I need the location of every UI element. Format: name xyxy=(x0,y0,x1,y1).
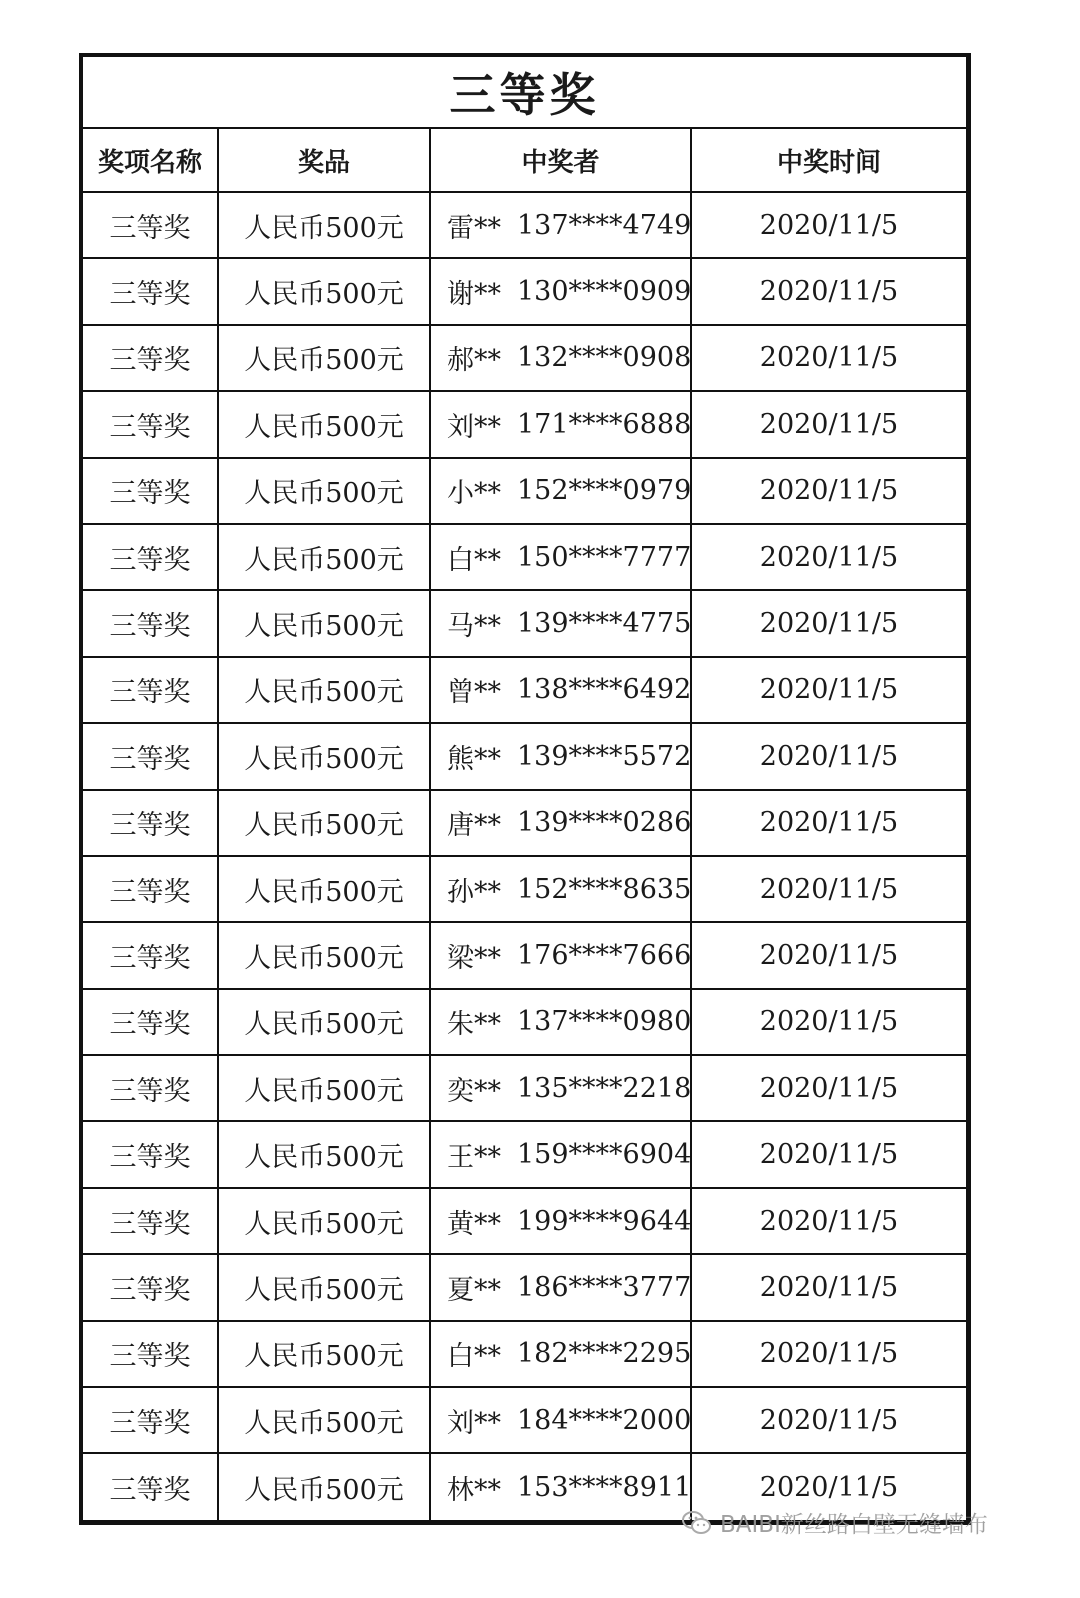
win-date-cell: 2020/11/5 xyxy=(759,276,899,308)
winner-cell xyxy=(431,857,692,921)
table-row xyxy=(83,1189,966,1255)
prize-cell: 人民币500元 xyxy=(219,923,431,987)
award-name-cell: 三等奖 xyxy=(83,525,219,589)
win-date-cell: 2020/11/5 xyxy=(759,873,899,905)
table-row xyxy=(83,791,966,857)
prize-cell: 人民币500元 xyxy=(219,1454,431,1520)
table-row xyxy=(83,525,966,591)
prize-cell: 人民币500元 xyxy=(219,525,431,589)
prize-cell: 人民币500元 xyxy=(219,459,431,523)
winner-name: 黄** xyxy=(447,1208,501,1240)
table-row xyxy=(83,857,966,923)
winner-phone: 176****7666 xyxy=(517,939,692,971)
winner-phone: 139****4775 xyxy=(517,608,692,640)
win-date-cell: 2020/11/5 xyxy=(759,939,899,971)
winner-phone: 137****4749 xyxy=(517,209,692,241)
award-name-cell: 三等奖 xyxy=(83,591,219,655)
win-date-cell: 2020/11/5 xyxy=(759,807,899,839)
award-name-cell: 三等奖 xyxy=(83,1255,219,1319)
table-row xyxy=(83,193,966,259)
win-date-cell: 2020/11/5 xyxy=(759,608,899,640)
table-row xyxy=(83,1056,966,1122)
win-date-cell: 2020/11/5 xyxy=(759,408,899,440)
win-date-cell: 2020/11/5 xyxy=(759,1205,899,1237)
header-prize: 奖品 xyxy=(219,129,431,191)
winner-cell xyxy=(431,791,692,855)
winner-cell xyxy=(431,193,692,257)
winner-cell xyxy=(431,1322,692,1386)
prize-cell: 人民币500元 xyxy=(219,990,431,1054)
win-date-cell: 2020/11/5 xyxy=(759,475,899,507)
prize-cell: 人民币500元 xyxy=(219,1122,431,1186)
table-row xyxy=(83,1122,966,1188)
award-name-cell: 三等奖 xyxy=(83,658,219,722)
prize-cell: 人民币500元 xyxy=(219,658,431,722)
header-award-name: 奖项名称 xyxy=(83,129,219,191)
win-date-cell: 2020/11/5 xyxy=(759,674,899,706)
award-name-cell: 三等奖 xyxy=(83,259,219,323)
wechat-icon xyxy=(682,1510,712,1536)
winners-table xyxy=(79,53,971,1525)
winner-name: 雷** xyxy=(447,212,501,244)
winner-name: 郝** xyxy=(447,345,501,377)
win-date-cell: 2020/11/5 xyxy=(759,342,899,374)
table-row xyxy=(83,658,966,724)
winner-name: 林** xyxy=(447,1475,501,1507)
table-header-row xyxy=(83,129,966,193)
watermark xyxy=(682,1506,988,1539)
table-row xyxy=(83,459,966,525)
award-name-cell: 三等奖 xyxy=(83,724,219,788)
winner-cell xyxy=(431,259,692,323)
winner-cell xyxy=(431,1255,692,1319)
winner-name: 奕** xyxy=(447,1075,501,1107)
award-name-cell: 三等奖 xyxy=(83,1322,219,1386)
prize-cell: 人民币500元 xyxy=(219,1388,431,1452)
winner-name: 谢** xyxy=(447,279,501,311)
winner-name: 白** xyxy=(447,1341,501,1373)
winner-cell xyxy=(431,990,692,1054)
award-name-cell: 三等奖 xyxy=(83,392,219,456)
win-date-cell: 2020/11/5 xyxy=(759,1139,899,1171)
winner-phone: 130****0909 xyxy=(517,276,692,308)
win-date-cell: 2020/11/5 xyxy=(759,1472,899,1504)
winner-cell xyxy=(431,459,692,523)
table-row xyxy=(83,1322,966,1388)
winner-cell xyxy=(431,1454,692,1520)
winner-cell xyxy=(431,923,692,987)
prize-cell: 人民币500元 xyxy=(219,591,431,655)
winner-phone: 139****0286 xyxy=(517,807,692,839)
winner-cell xyxy=(431,326,692,390)
winner-cell xyxy=(431,525,692,589)
win-date-cell: 2020/11/5 xyxy=(759,740,899,772)
winner-name: 小** xyxy=(447,478,501,510)
prize-cell: 人民币500元 xyxy=(219,392,431,456)
winner-phone: 152****8635 xyxy=(517,873,692,905)
winner-phone: 139****5572 xyxy=(517,740,692,772)
prize-cell: 人民币500元 xyxy=(219,857,431,921)
award-name-cell: 三等奖 xyxy=(83,791,219,855)
prize-cell: 人民币500元 xyxy=(219,1189,431,1253)
winner-cell xyxy=(431,591,692,655)
winner-phone: 186****3777 xyxy=(517,1271,692,1303)
table-row xyxy=(83,990,966,1056)
table-row xyxy=(83,724,966,790)
award-name-cell: 三等奖 xyxy=(83,459,219,523)
table-row xyxy=(83,1255,966,1321)
prize-cell: 人民币500元 xyxy=(219,1322,431,1386)
winner-phone: 152****0979 xyxy=(517,475,692,507)
award-name-cell: 三等奖 xyxy=(83,1454,219,1520)
watermark-text: BAIBI新丝路白壁无缝墙布 xyxy=(720,1512,988,1538)
win-date-cell: 2020/11/5 xyxy=(759,1404,899,1436)
winner-phone: 135****2218 xyxy=(517,1072,692,1104)
win-date-cell: 2020/11/5 xyxy=(759,541,899,573)
winner-cell xyxy=(431,1122,692,1186)
winner-name: 马** xyxy=(447,611,501,643)
award-name-cell: 三等奖 xyxy=(83,1056,219,1120)
winner-cell xyxy=(431,1189,692,1253)
win-date-cell: 2020/11/5 xyxy=(759,1006,899,1038)
table-title: 三等奖 xyxy=(83,57,966,129)
win-date-cell: 2020/11/5 xyxy=(759,1072,899,1104)
award-name-cell: 三等奖 xyxy=(83,1189,219,1253)
award-name-cell: 三等奖 xyxy=(83,923,219,987)
award-name-cell: 三等奖 xyxy=(83,326,219,390)
header-win-date: 中奖时间 xyxy=(776,147,881,178)
prize-cell: 人民币500元 xyxy=(219,193,431,257)
winner-phone: 199****9644 xyxy=(517,1205,692,1237)
prize-cell: 人民币500元 xyxy=(219,326,431,390)
table-row xyxy=(83,923,966,989)
award-name-cell: 三等奖 xyxy=(83,1388,219,1452)
winner-name: 王** xyxy=(447,1142,501,1174)
table-row xyxy=(83,1388,966,1454)
winner-name: 熊** xyxy=(447,743,501,775)
win-date-cell: 2020/11/5 xyxy=(759,1338,899,1370)
win-date-cell: 2020/11/5 xyxy=(759,1271,899,1303)
winner-phone: 150****7777 xyxy=(517,541,692,573)
winner-cell xyxy=(431,1388,692,1452)
winner-name: 朱** xyxy=(447,1009,501,1041)
winner-phone: 153****8911 xyxy=(517,1472,692,1504)
winner-phone: 132****0908 xyxy=(517,342,692,374)
prize-cell: 人民币500元 xyxy=(219,1056,431,1120)
winner-name: 白** xyxy=(447,544,501,576)
winner-cell xyxy=(431,1056,692,1120)
winner-cell xyxy=(431,724,692,788)
winner-name: 孙** xyxy=(447,876,501,908)
award-name-cell: 三等奖 xyxy=(83,193,219,257)
winner-phone: 182****2295 xyxy=(517,1338,692,1370)
award-name-cell: 三等奖 xyxy=(83,1122,219,1186)
award-name-cell: 三等奖 xyxy=(83,857,219,921)
table-row xyxy=(83,326,966,392)
winner-phone: 137****0980 xyxy=(517,1006,692,1038)
prize-cell: 人民币500元 xyxy=(219,791,431,855)
winner-cell xyxy=(431,392,692,456)
winner-name: 曾** xyxy=(447,677,501,709)
winner-phone: 184****2000 xyxy=(517,1404,692,1436)
table-row xyxy=(83,392,966,458)
header-winner: 中奖者 xyxy=(431,129,692,191)
prize-cell: 人民币500元 xyxy=(219,259,431,323)
prize-cell: 人民币500元 xyxy=(219,724,431,788)
award-name-cell: 三等奖 xyxy=(83,990,219,1054)
winner-phone: 138****6492 xyxy=(517,674,692,706)
table-row xyxy=(83,591,966,657)
table-row xyxy=(83,259,966,325)
win-date-cell: 2020/11/5 xyxy=(759,209,899,241)
winner-phone: 171****6888 xyxy=(517,408,692,440)
table-body xyxy=(83,193,966,1521)
winner-name: 夏** xyxy=(447,1274,501,1306)
prize-cell: 人民币500元 xyxy=(219,1255,431,1319)
winner-name: 刘** xyxy=(447,411,501,443)
winner-name: 梁** xyxy=(447,942,501,974)
winner-name: 唐** xyxy=(447,810,501,842)
winner-phone: 159****6904 xyxy=(517,1139,692,1171)
winner-cell xyxy=(431,658,692,722)
winner-name: 刘** xyxy=(447,1407,501,1439)
